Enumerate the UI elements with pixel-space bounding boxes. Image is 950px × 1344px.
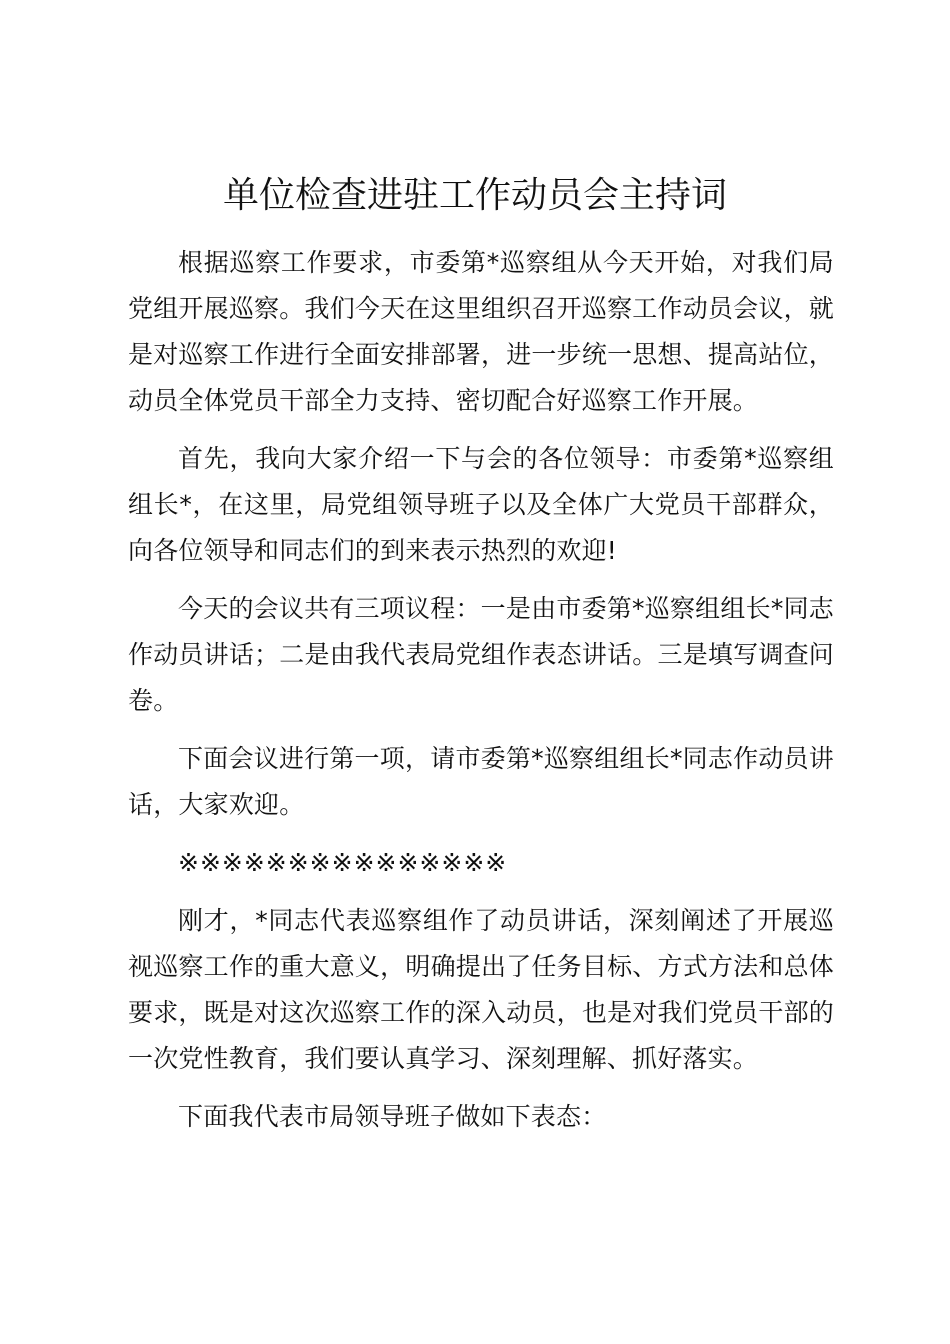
paragraph-first-item: 下面会议进行第一项，请市委第*巡察组组长*同志作动员讲话，大家欢迎。 xyxy=(128,744,834,819)
paragraph-opening: 根据巡察工作要求，市委第*巡察组从今天开始，对我们局党组开展巡察。我们今天在这里组织召开巡察工作动员会议，就是对巡察工作进行全面安排部署，进一步统一思想、提高站位，动员全体党员干部全力支持、密切配合好巡察工作开展。 xyxy=(128,248,834,415)
paragraph-agenda: 今天的会议共有三项议程：一是由市委第*巡察组组长*同志作动员讲话；二是由我代表局党组作表态讲话。三是填写调查问卷。 xyxy=(128,594,834,715)
paragraph-statement-intro: 下面我代表市局领导班子做如下表态： xyxy=(178,1102,607,1131)
paragraph-introduction: 首先，我向大家介绍一下与会的各位领导：市委第*巡察组组长*，在这里，局党组领导班子以及全体广大党员干部群众，向各位领导和同志们的到来表示热烈的欢迎! xyxy=(128,444,834,565)
document-title: 单位检查进驻工作动员会主持词 xyxy=(222,175,727,216)
document-body xyxy=(128,240,834,1152)
paragraph-summary: 刚才，*同志代表巡察组作了动员讲话，深刻阐述了开展巡视巡察工作的重大意义，明确提出了任务目标、方式方法和总体要求，既是对这次巡察工作的深入动员，也是对我们党员干部的一次党性教育，我们要认真学习、深刻理解、抓好落实。 xyxy=(128,906,834,1073)
section-separator: ※※※※※※※※※※※※※※※ xyxy=(178,848,508,877)
